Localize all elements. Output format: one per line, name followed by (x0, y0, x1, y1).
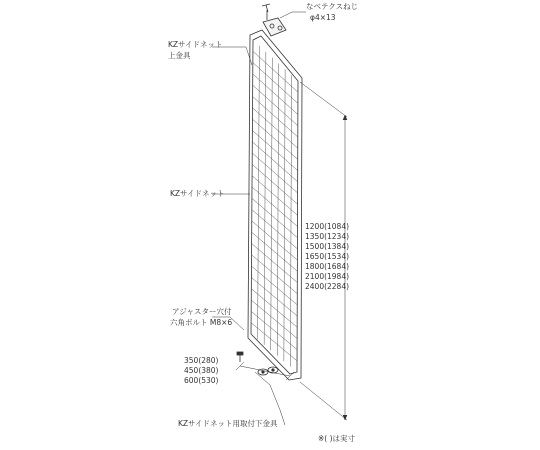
grid-wire (252, 119, 297, 159)
side-net-label: KZサイドネット (170, 189, 225, 198)
grid-wire (251, 277, 297, 316)
screw-size-label: φ4×13 (310, 13, 336, 22)
top-bracket-label-1: KZサイドネット (168, 40, 223, 49)
height-dim-item: 2400(2284) (305, 282, 350, 291)
width-dimension-list (184, 356, 218, 386)
height-dim-item: 1650(1534) (305, 252, 350, 261)
width-dim-item: 600(530) (184, 376, 219, 385)
grid-wire (253, 85, 298, 126)
bolt-label-1: アジャスター穴付 (172, 307, 232, 316)
grid-wire (251, 266, 297, 305)
grid-wire (252, 255, 298, 294)
grid-wire (252, 164, 297, 204)
wire-grid (251, 46, 298, 367)
grid-wire (252, 187, 298, 227)
grid-wire (253, 108, 298, 148)
screw-icon (262, 4, 270, 12)
screw-label: なべテクスねじ (306, 2, 359, 11)
grid-wire (252, 210, 298, 249)
top-bracket-label-2: 上金具 (168, 51, 191, 60)
top-bracket (263, 10, 286, 36)
grid-wire (252, 198, 298, 237)
height-dim-item: 2100(1984) (305, 272, 350, 281)
grid-wire (252, 130, 297, 170)
net-panel (248, 30, 302, 380)
grid-wire (251, 311, 297, 349)
grid-wire (252, 142, 297, 182)
grid-wire (252, 153, 297, 193)
width-dimension (236, 362, 294, 380)
bolt-icon (237, 352, 243, 362)
note-label: ※( )は実寸 (318, 434, 356, 443)
width-dim-item: 350(280) (184, 356, 219, 365)
height-dim-item: 1350(1234) (305, 232, 350, 241)
grid-wire (251, 300, 297, 338)
bolt-label-2: 六角ボルト M8×6 (170, 318, 233, 327)
grid-wire (252, 176, 297, 216)
bottom-bracket-label: KZサイドネット用取付下金具 (178, 419, 278, 428)
width-dim-item: 450(380) (184, 366, 219, 375)
height-dim-item: 1500(1384) (305, 242, 350, 251)
grid-wire (253, 74, 298, 115)
height-dim-item: 1200(1084) (305, 222, 350, 231)
grid-wire (252, 221, 298, 260)
grid-wire (253, 63, 298, 104)
grid-wire (252, 232, 298, 271)
grid-wire (251, 289, 297, 327)
grid-wire (253, 51, 298, 92)
height-dim-item: 1800(1684) (305, 262, 350, 271)
height-dimension-list (305, 222, 349, 292)
grid-wire (251, 323, 297, 361)
grid-wire (252, 244, 298, 283)
grid-wire (253, 97, 298, 137)
bottom-bracket (258, 367, 278, 375)
